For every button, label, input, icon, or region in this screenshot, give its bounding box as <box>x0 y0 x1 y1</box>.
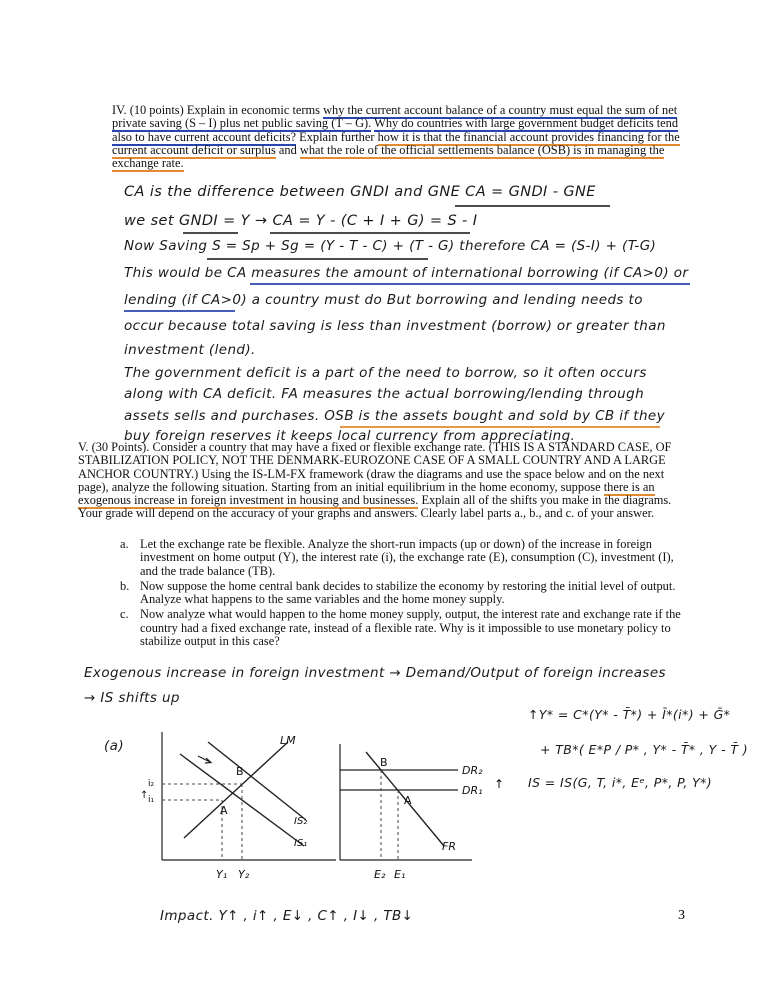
question-text: Explain further <box>296 129 378 144</box>
part-text: Now analyze what would happen to the home money supply, output, the interest rate and exchange rate if the country had a fixed exchange rate, instead of a flexible rate. Why is it impossible to use monetary policy to stabilize output in this case? <box>140 607 681 649</box>
highlighted-prompt: why the current account balance of a country must equal the sum of net private saving (S – I) plus net public saving (T – G). <box>112 103 678 131</box>
question-text: and <box>275 142 300 157</box>
answer-line: investment (lend). <box>124 342 256 358</box>
question-number: IV. <box>112 103 127 117</box>
question-number: V. <box>78 440 89 454</box>
highlighted-prompt: how it is that the financial account provides financing for the current account deficit or surplus <box>112 129 680 157</box>
question-v <box>78 441 690 521</box>
part-marker: c. <box>120 607 129 622</box>
tick-label: i₂ <box>148 779 155 789</box>
curve-label: DR₁ <box>462 784 483 797</box>
tick-label: Y₁ <box>216 868 228 881</box>
question-text: Explain all of the shifts you make in the diagrams. Your grade will depend on the accuracy of your graphs and answers. Clearly label parts a., b., and c. of your answer. <box>78 493 672 521</box>
curve-label: LM <box>280 734 296 747</box>
tick-label: i₁ <box>148 795 155 805</box>
answer-line: lending (if CA>0) a country must do But borrowing and lending needs to <box>124 292 643 308</box>
answer-line: → IS shifts up <box>84 690 180 706</box>
impact-summary: Impact. Y↑ , i↑ , E↓ , C↑ , I↓ , TB↓ <box>160 908 414 924</box>
part-text: Now suppose the home central bank decides to stabilize the economy by restoring the initial level of output. Analyze what happens to the same variables and the home money supply. <box>140 578 676 607</box>
answer-line: we set GNDI = Y → CA = Y - (C + I + G) = S - I <box>124 213 478 229</box>
answer-line: buy foreign reserves it keeps local currency from appreciating. <box>124 428 576 444</box>
tick-label: E₂ <box>374 868 386 881</box>
page-number: 3 <box>678 908 685 923</box>
curve-label: IS₂ <box>294 816 308 827</box>
question-points: (30 Points). <box>91 440 150 454</box>
tick-label: Y₂ <box>238 868 250 881</box>
highlighted-prompt: Why do countries with large government budget deficits tend also to have current account deficits? <box>112 116 679 144</box>
arrow-label: ↑ <box>140 790 149 801</box>
part-b <box>120 580 686 607</box>
tick-label: E₁ <box>394 868 406 881</box>
part-label: (a) <box>104 738 125 754</box>
fx-market-diagram <box>326 728 526 888</box>
is-lm-diagram <box>140 728 340 888</box>
question-points: (10 points) <box>129 103 184 117</box>
answer-line: This would be CA measures the amount of international borrowing (if CA>0) or <box>124 265 689 281</box>
part-text: Let the exchange rate be flexible. Analyze the short-run impacts (up or down) of the increase in foreign investment on home output (Y), the interest rate (i), the exchange rate (E), consumption (C), investment (I), and the trade balance (TB). <box>140 537 674 578</box>
highlighted-prompt: there is an exogenous increase in foreign investment in housing and businesses. <box>78 479 655 508</box>
part-a <box>120 538 686 578</box>
answer-line: The government deficit is a part of the need to borrow, so it often occurs <box>124 365 647 381</box>
equation: + TB*( E*P / P* , Y* - T̄* , Y - T̄ ) <box>540 742 749 757</box>
equation: ↑Y* = C*(Y* - T̄*) + Ī*(i*) + Ḡ* <box>528 707 731 722</box>
arrow-label: ↑ <box>494 777 505 791</box>
curve-label: FR <box>442 840 456 853</box>
answer-line: occur because total saving is less than investment (borrow) or greater than <box>124 318 666 334</box>
part-c <box>120 608 686 648</box>
part-marker: b. <box>120 578 130 593</box>
answer-line: along with CA deficit. FA measures the actual borrowing/lending through <box>124 386 645 402</box>
point-label: A <box>404 794 412 807</box>
question-text: Explain in economic terms <box>183 103 324 117</box>
point-label: A <box>220 804 228 817</box>
point-label: B <box>236 765 244 778</box>
curve-label: IS₁ <box>294 838 308 849</box>
part-marker: a. <box>120 537 129 551</box>
answer-line: Exogenous increase in foreign investment → Demand/Output of foreign increases <box>84 665 666 681</box>
equation: IS = IS(G, T, i*, Eᵉ, P*, P, Y*) <box>528 775 713 790</box>
answer-line: Now Saving S = Sp + Sg = (Y - T - C) + (T - G) therefore CA = (S-I) + (T-G) <box>124 238 657 254</box>
answer-line: assets sells and purchases. OSB is the assets bought and sold by CB if they <box>124 408 665 424</box>
answer-underlines <box>0 0 784 470</box>
question-v-parts <box>120 538 686 648</box>
highlighted-prompt: what the role of the official settlements balance (OSB) is in managing the exchange rate. <box>112 142 665 171</box>
point-label: B <box>380 756 388 769</box>
curve-label: DR₂ <box>462 764 483 777</box>
question-text: Consider a country that may have a fixed or flexible exchange rate. (THIS IS A STANDARD CASE, OF STABILIZATION POLICY, NOT THE DENMARK-EUROZONE CASE OF A SMALL COUNTRY AND A LARGE ANCHOR COUNTRY.) Using the IS-LM-FX framework (draw the diagrams and use the space below and on the next page), analyze the following situation. Starting from an initial equilibrium in the home economy, suppose <box>78 440 672 494</box>
answer-line: CA is the difference between GNDI and GNE CA = GNDI - GNE <box>124 184 596 200</box>
